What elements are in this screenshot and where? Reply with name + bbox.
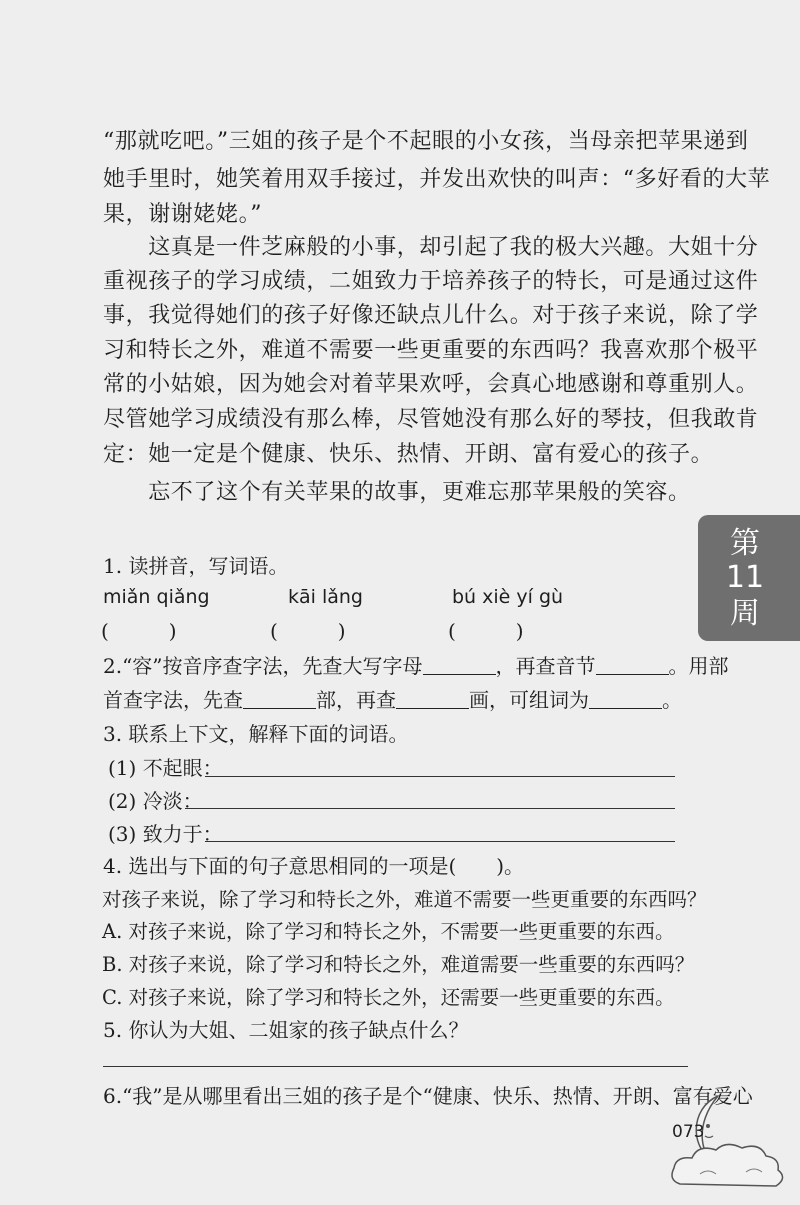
question-3-item: (2) 冷淡：	[108, 789, 203, 813]
question-3-item: (3) 致力于：	[108, 822, 223, 846]
week-tab-number: 11	[725, 560, 765, 595]
story-line: 果，谢谢姥姥。”	[103, 202, 263, 227]
fill-blank[interactable]	[423, 654, 496, 675]
question-4: 4. 选出与下面的句子意思相同的一项是( )。	[103, 854, 525, 878]
pinyin-2: kāi lǎng	[288, 586, 363, 608]
question-2-text: 。	[662, 688, 682, 712]
story-line: 事，我觉得她们的孩子好像还缺点儿什么。对于孩子来说，除了学	[103, 303, 759, 328]
question-4-sentence: 对孩子来说，除了学习和特长之外，难道不需要一些更重要的东西吗？	[102, 888, 707, 911]
fill-blank[interactable]	[589, 688, 662, 709]
question-2-text: 。用部	[668, 654, 729, 678]
week-tab-label: 周	[730, 596, 760, 631]
question-2	[103, 652, 729, 680]
story-line: 重视孩子的学习成绩，二姐致力于培养孩子的特长，可是通过这件	[103, 269, 759, 294]
option-a[interactable]: A. 对孩子来说，除了学习和特长之外，不需要一些更重要的东西。	[102, 920, 675, 943]
question-5: 5. 你认为大姐、二姐家的孩子缺点什么？	[103, 1018, 469, 1042]
question-2-text: 首查字法，先查	[103, 688, 243, 712]
answer-bracket[interactable]: ( )	[270, 619, 346, 643]
moon-cloud-icon	[660, 1088, 800, 1203]
pinyin-1: miǎn qiǎng	[103, 586, 210, 608]
fill-blank[interactable]	[243, 688, 316, 709]
question-2-text: 部，再查	[316, 688, 396, 712]
story-line: 她手里时，她笑着用双手接过，并发出欢快的叫声：“多好看的大苹	[103, 167, 771, 192]
question-1: 1. 读拼音，写词语。	[103, 554, 289, 578]
week-tab-label: 第	[730, 526, 760, 561]
answer-line[interactable]	[103, 1066, 688, 1067]
story-line: 定：她一定是个健康、快乐、热情、开朗、富有爱心的孩子。	[103, 442, 714, 467]
answer-line[interactable]	[205, 776, 675, 777]
option-c[interactable]: C. 对孩子来说，除了学习和特长之外，还需要一些更重要的东西。	[102, 986, 675, 1009]
question-3: 3. 联系上下文，解释下面的词语。	[103, 722, 409, 746]
question-3-item: (1) 不起眼：	[108, 756, 223, 780]
page-number: 073	[672, 1122, 705, 1142]
answer-line[interactable]	[185, 808, 675, 809]
question-2-text: ，再查音节	[495, 654, 596, 678]
question-2-text: 画，可组词为	[469, 688, 589, 712]
story-line: “那就吃吧。”三姐的孩子是个不起眼的小女孩，当母亲把苹果递到	[103, 129, 749, 154]
option-b[interactable]: B. 对孩子来说，除了学习和特长之外，难道需要一些重要的东西吗？	[102, 953, 695, 976]
question-6: 6.“我”是从哪里看出三姐的孩子是个“健康、快乐、热情、开朗、富有爱心	[103, 1084, 753, 1108]
story-line: 习和特长之外，难道不需要一些更重要的东西吗？我喜欢那个极平	[103, 338, 759, 363]
question-2-text: 2.“容”按音序查字法，先查大写字母	[103, 654, 423, 678]
story-line: 常的小姑娘，因为她会对着苹果欢呼，会真心地感谢和尊重别人。	[103, 372, 759, 397]
answer-bracket[interactable]: ( )	[101, 619, 177, 643]
fill-blank[interactable]	[396, 688, 469, 709]
pinyin-3: bú xiè yí gù	[452, 586, 564, 608]
story-line: 尽管她学习成绩没有那么棒，尽管她没有那么好的琴技，但我敢肯	[103, 407, 759, 432]
answer-bracket[interactable]: ( )	[448, 619, 524, 643]
fill-blank[interactable]	[596, 654, 669, 675]
question-2-cont	[103, 686, 682, 714]
week-tab	[698, 515, 800, 641]
answer-line[interactable]	[205, 841, 675, 842]
story-line: 这真是一件芝麻般的小事，却引起了我的极大兴趣。大姐十分	[103, 235, 759, 260]
story-line: 忘不了这个有关苹果的故事，更难忘那苹果般的笑容。	[103, 480, 691, 505]
